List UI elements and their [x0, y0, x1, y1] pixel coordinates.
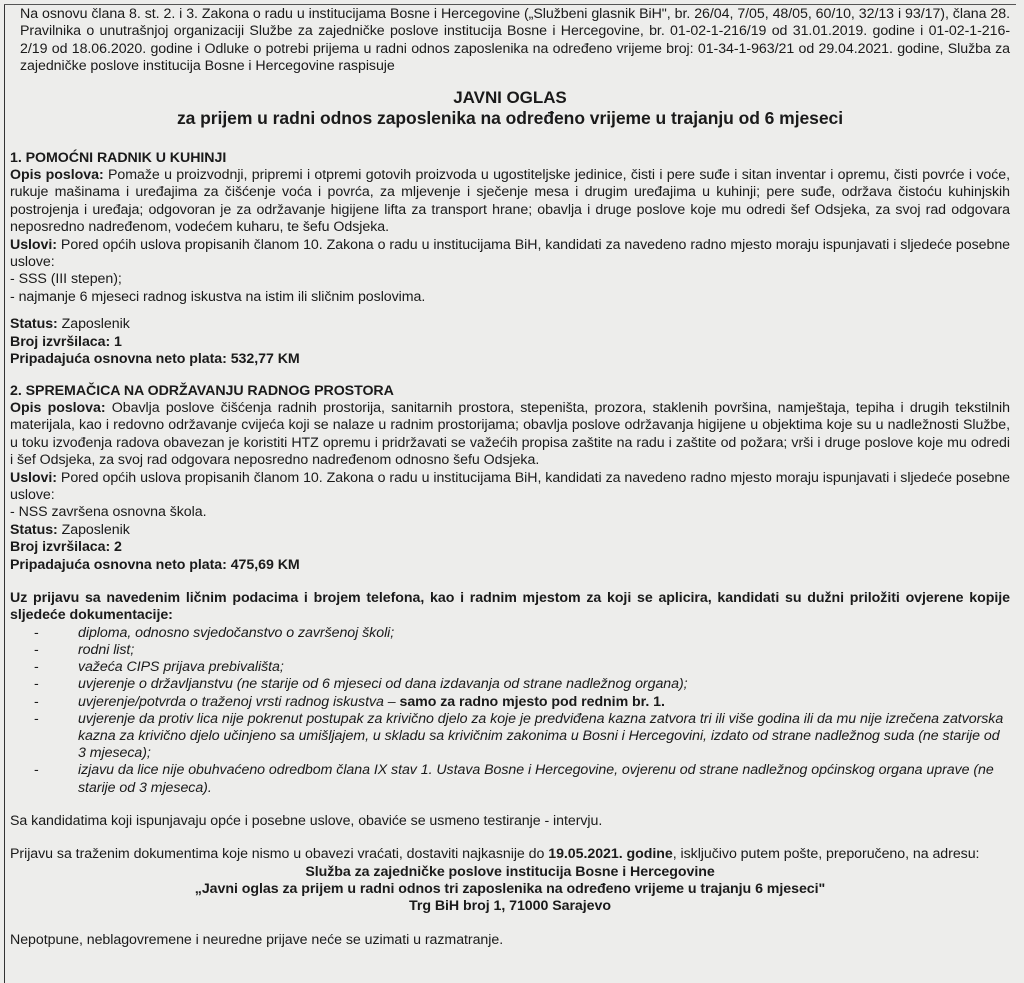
salary-value: 475,69 KM	[226, 556, 300, 573]
announcement-title-block	[10, 88, 1010, 128]
position-1	[10, 150, 1010, 369]
apply-text-2: , isključivo putem pošte, preporučeno, na adresu:	[672, 846, 980, 863]
apply-text-1: Prijavu sa traženim dokumentima koje nismo u obavezi vraćati, dostaviti najkasnije do	[10, 846, 549, 863]
position-meta	[10, 522, 1010, 574]
left-border-line	[4, 4, 5, 983]
count-line	[10, 539, 1010, 556]
count-value: 2	[110, 539, 122, 556]
status-value: Zaposlenik	[57, 521, 130, 538]
document-item: - uvjerenje da protiv lica nije pokrenut postupak za krivično djelo za koje je predviđena kazna zatvora tri ili više godina ili da mu nije izrečena zatvorska kazna za krivično djelo učinjeno sa umišljajem, u skladu sa krivičnim zakonima u Bosni i Hercegovini, izdato od strane nadležnog suda (ne starije od 3 mjeseca);	[10, 711, 1010, 763]
requirement-item: - SSS (III stepen);	[10, 271, 122, 288]
position-heading: 1. POMOĆNI RADNIK U KUHINJI	[10, 149, 227, 166]
top-border-line	[4, 4, 1016, 5]
requirement-item: - najmanje 6 mjeseci radnog iskustva na istim ili sličnim poslovima.	[10, 288, 426, 305]
apply-deadline: 19.05.2021. godine	[548, 846, 673, 863]
status-line	[10, 316, 1010, 333]
duties-label: Opis poslova:	[10, 399, 106, 416]
documents-list	[10, 625, 1010, 797]
status-value: Zaposlenik	[57, 316, 130, 333]
count-label: Broj izvršilaca:	[10, 333, 111, 350]
conditions-label: Uslovi:	[10, 469, 57, 486]
document-item	[10, 694, 1010, 711]
position-meta	[10, 316, 1010, 368]
conditions-text: Pored općih uslova propisanih članom 10. Zakona o radu u institucijama BiH, kandidati za navedeno radno mjesto moraju ispunjavati i sljedeće posebne uslove:	[10, 469, 1010, 503]
position-conditions	[10, 470, 1010, 505]
address-line: Služba za zajedničke poslove institucija Bosne i Hercegovine	[305, 863, 715, 880]
intro-paragraph: Na osnovu člana 8. st. 2. i 3. Zakona o radu u institucijama Bosne i Hercegovine („Službeni glasnik BiH", br. 26/04, 7/05, 48/05, 60/10, 32/13 i 93/17), člana 28. Pravilnika o unutrašnjoj organizaciji Službe za zajedničke poslove institucija Bosne i Hercegovine, br. 01-02-1-216/19 od 31.01.2019. godine i 01-02-1-216-2/19 od 18.06.2020. godine i Odluke o potrebi prijema u radni odnos zaposlenika na određeno vrijeme broj: 01-34-1-963/21 od 29.04.2021. godine, Služba za zajedničke poslove institucija Bosne i Hercegovine raspisuje	[20, 6, 1010, 75]
document-item-emphasis: samo za radno mjesto pod rednim br. 1.	[399, 693, 665, 710]
duties-text: Pomaže u proizvodnji, pripremi i otpremi gotovih proizvoda u ugostiteljske jedinice, čisti i pere suđe i sitan inventar i opremu, čisti povrće i voće, rukuje mašinama i uređajima za čišćenje voća i povrća, za mljevenje i sječenje mesa i drugim uređajima u kuhinji; pere suđe, održava čistoću kuhinjskih postrojenja i uređaja; odgovoran je za održavanje higijene lifta za transport hrane; obavlja i druge poslove koje mu odredi šef Odsjeka, za svoj rad odgovara neposredno nadređenom, vodećem kuharu, te šefu Odsjeka.	[10, 167, 1010, 236]
address-line: „Javni oglas za prijem u radni odnos tri zaposlenika na određeno vrijeme u trajanju 6 mjeseci"	[194, 881, 826, 898]
position-duties	[10, 400, 1010, 470]
conditions-label: Uslovi:	[10, 236, 57, 253]
document-item: - uvjerenje o državljanstvu (ne starije od 6 mjeseci od dana izdavanja od strane nadležnog organa);	[10, 676, 1010, 693]
position-heading: 2. SPREMAČICA NA ODRŽAVANJU RADNOG PROSTORA	[10, 382, 394, 399]
position-conditions	[10, 237, 1010, 272]
salary-label: Pripadajuća osnovna neto plata:	[10, 351, 227, 368]
application-instructions	[10, 846, 1010, 863]
salary-line	[10, 557, 1010, 574]
salary-value: 532,77 KM	[226, 351, 300, 368]
documents-intro: Uz prijavu sa navedenim ličnim podacima i brojem telefona, kao i radnim mjestom za koji se aplicira, kandidati su dužni priložiti ovjerene kopije sljedeće dokumentacije:	[10, 589, 1010, 624]
document-item: - rodni list;	[10, 642, 1010, 659]
status-label: Status:	[10, 316, 58, 333]
mailing-address	[10, 864, 1010, 916]
count-line	[10, 334, 1010, 351]
closing-note: Nepotpune, neblagovremene i neuredne prijave neće se uzimati u razmatranje.	[10, 931, 504, 948]
address-line: Trg BiH broj 1, 71000 Sarajevo	[409, 898, 611, 915]
duties-label: Opis poslova:	[10, 167, 104, 184]
document-item: - izjavu da lice nije obuhvaćeno odredbom člana IX stav 1. Ustava Bosne i Hercegovine, ovjerenu od strane nadležnog općinskog organa uprave (ne starije od 3 mjeseca).	[10, 762, 1010, 796]
status-line	[10, 522, 1010, 539]
document-item-text: uvjerenje/potvrda o traženoj vrsti radnog iskustva –	[78, 693, 396, 710]
count-value: 1	[110, 333, 122, 350]
position-2	[10, 383, 1010, 574]
announcement-title: JAVNI OGLAS	[453, 87, 567, 107]
salary-line	[10, 351, 1010, 368]
requirement-item: - NSS završena osnovna škola.	[10, 504, 207, 521]
testing-note: Sa kandidatima koji ispunjavaju opće i posebne uslove, obaviće se usmeno testiranje - intervju.	[10, 812, 603, 829]
salary-label: Pripadajuća osnovna neto plata:	[10, 556, 227, 573]
position-duties	[10, 167, 1010, 237]
conditions-text: Pored općih uslova propisanih članom 10. Zakona o radu u institucijama BiH, kandidati za navedeno radno mjesto moraju ispunjavati i sljedeće posebne uslove:	[10, 236, 1010, 271]
count-label: Broj izvršilaca:	[10, 539, 111, 556]
document-item: - važeća CIPS prijava prebivališta;	[10, 659, 1010, 676]
duties-text: Obavlja poslove čišćenja radnih prostorija, sanitarnih prostora, stepeništa, prozora, staklenih površina, namještaja, tepiha i drugih tekstilnih materijala, kao i redovno održavanje cvijeća koji se nalaze u radnim prostorijama; obavlja poslove održavanja higijene u objektima koje su u nadležnosti Službe, u toku izvođenja radova obavezan je koristiti HTZ opremu i pridržavati se važećih propisa zaštite na radu i zaštite od požara; vrši i druge poslove koje mu odredi i šef Odsjeka, za svoj rad odgovara neposredno nadređenom odnosno šefu Odsjeka.	[10, 399, 1010, 469]
status-label: Status:	[10, 521, 58, 538]
document-item: - diploma, odnosno svjedočanstvo o završenoj školi;	[10, 625, 1010, 642]
announcement-subtitle: za prijem u radni odnos zaposlenika na određeno vrijeme u trajanju od 6 mjeseci	[176, 107, 844, 128]
